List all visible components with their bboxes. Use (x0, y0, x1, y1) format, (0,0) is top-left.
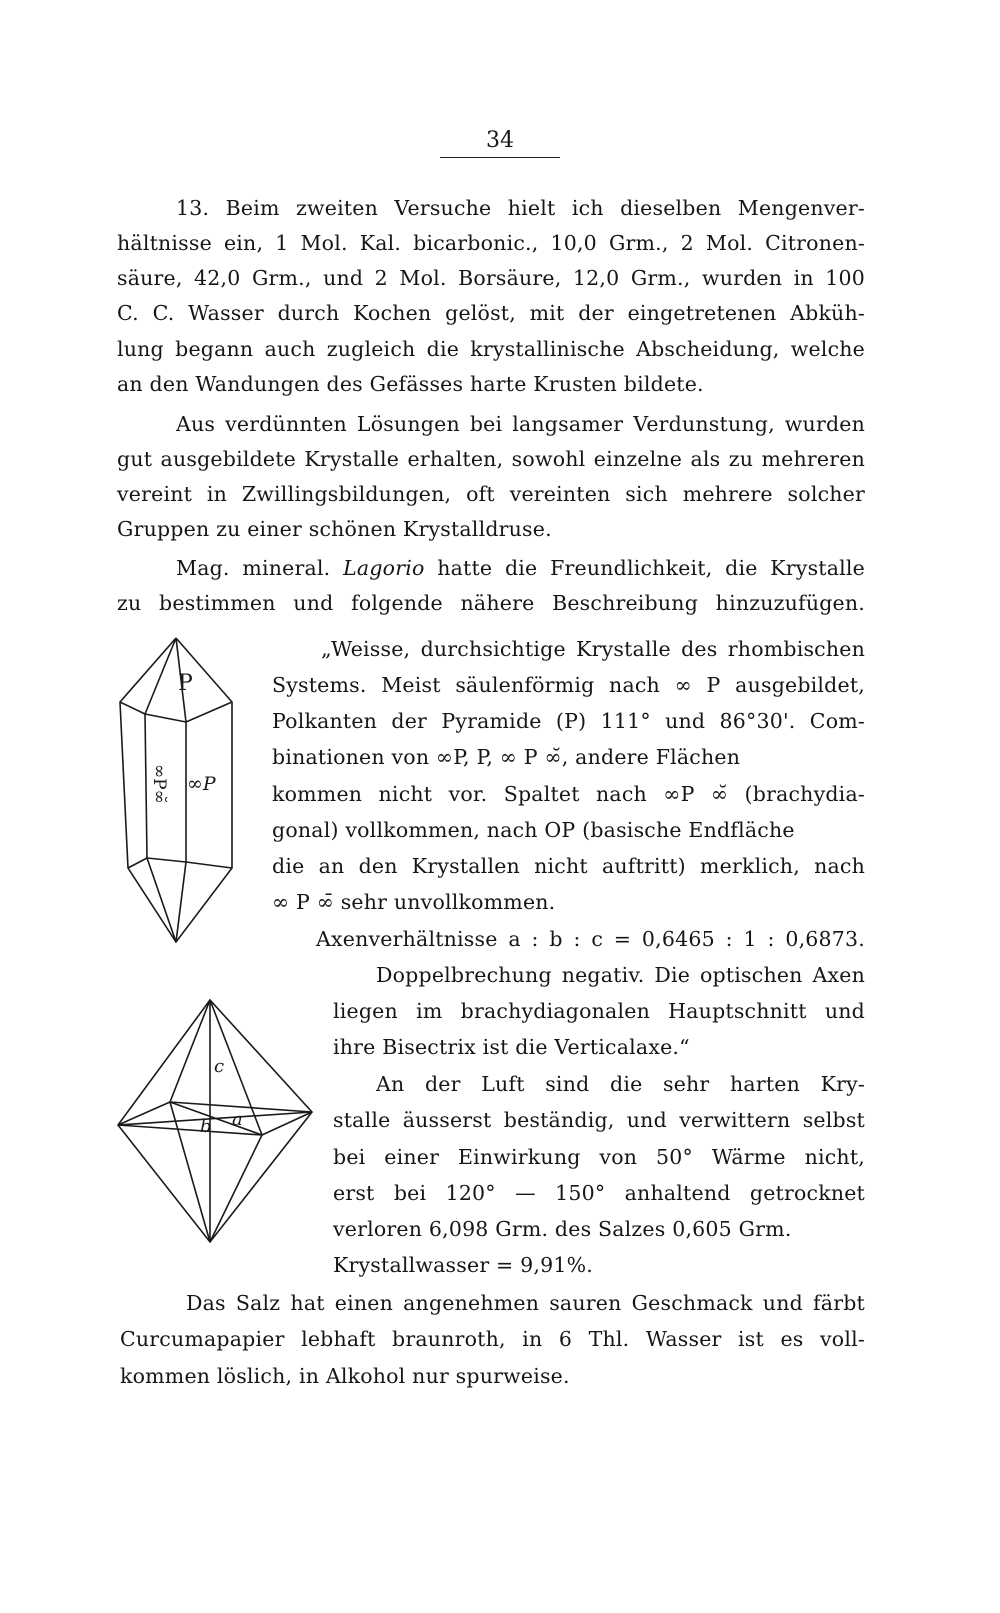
text-line: Gruppen zu einer schönen Krystalldruse. (117, 517, 552, 541)
prism-crystal-drawing (110, 630, 250, 950)
text-line: Krystallwasser = 9,91%. (333, 1253, 593, 1277)
text-line: bei einer Einwirkung von 50° Wärme nicht, (333, 1145, 865, 1169)
text-line: Systems. Meist säulenförmig nach ∞ P ausgebildet, (272, 673, 865, 697)
text-line: ∞ P ∞̄ sehr unvollkommen. (272, 890, 556, 914)
text-line: zu bestimmen und folgende nähere Beschreibung hinzuzufügen. (117, 591, 865, 615)
label-infinity-p: ∞P (187, 773, 216, 795)
label-p: P (178, 671, 193, 696)
axis-ratio-line: Axenverhältnisse a : b : c = 0,6465 : 1 : 0,6873. (316, 927, 865, 951)
text-line: ihre Bisectrix ist die Verticalaxe.“ (333, 1035, 690, 1059)
text-line: gonal) vollkommen, nach OP (basische Endfläche (272, 818, 795, 842)
figure-rhombic-pyramid (110, 992, 330, 1252)
text-line: Curcumapapier lebhaft braunroth, in 6 Thl. Wasser ist es voll- (120, 1327, 865, 1351)
text-line: gut ausgebildete Krystalle erhalten, sowohl einzelne als zu mehreren (117, 447, 865, 471)
text-line: Doppelbrechung negativ. Die optischen Axen (376, 963, 865, 987)
label-c-axis: c (214, 1056, 225, 1077)
text-line: binationen von ∞P, P, ∞ P ∞̆, andere Flächen (272, 745, 741, 769)
page-number: 34 (486, 128, 514, 153)
person-name: Lagorio (343, 556, 425, 580)
text-run: Mag. mineral. (176, 556, 344, 580)
text-line (176, 555, 865, 581)
text-line: Das Salz hat einen angenehmen sauren Geschmack und färbt (186, 1291, 865, 1315)
text-line: säure, 42,0 Grm., und 2 Mol. Borsäure, 12,0 Grm., wurden in 100 (117, 266, 865, 290)
text-line: hältnisse ein, 1 Mol. Kal. bicarbonic., 10,0 Grm., 2 Mol. Citronen- (117, 231, 865, 255)
page-number-rule (440, 157, 560, 158)
text-line: Polkanten der Pyramide (P) 111° und 86°30'. Com- (272, 709, 865, 733)
text-run: hatte die Freundlichkeit, die Krystalle (424, 556, 865, 580)
label-b-axis: b (200, 1116, 212, 1137)
text-line: vereint in Zwillingsbildungen, oft vereinten sich mehrere solcher (117, 482, 865, 506)
text-line: stalle äusserst beständig, und verwittern selbst (333, 1108, 865, 1132)
text-line: „Weisse, durchsichtige Krystalle des rhombischen (321, 637, 865, 661)
text-line: Aus verdünnten Lösungen bei langsamer Verdunstung, wurden (176, 412, 865, 436)
text-line: liegen im brachydiagonalen Hauptschnitt und (333, 999, 865, 1023)
text-line: An der Luft sind die sehr harten Kry- (376, 1072, 865, 1096)
text-line: erst bei 120° — 150° anhaltend getrocknet (333, 1181, 865, 1205)
label-brachy: ∞P∞̆ (149, 764, 169, 804)
text-line: kommen löslich, in Alkohol nur spurweise. (120, 1364, 570, 1388)
text-line: lung begann auch zugleich die krystallinische Abscheidung, welche (117, 337, 865, 361)
text-line: verloren 6,098 Grm. des Salzes 0,605 Grm. (333, 1217, 792, 1241)
figure-prism-crystal (110, 630, 250, 950)
pyramid-drawing (110, 992, 330, 1252)
text-line: die an den Krystallen nicht auftritt) merklich, nach (272, 854, 865, 878)
label-a-axis: a (232, 1109, 243, 1130)
text-line: kommen nicht vor. Spaltet nach ∞P ∞̆ (brachydia- (272, 782, 865, 806)
text-line: 13. Beim zweiten Versuche hielt ich dieselben Mengenver- (176, 196, 865, 220)
text-line: an den Wandungen des Gefässes harte Krusten bildete. (117, 372, 704, 396)
text-line: C. C. Wasser durch Kochen gelöst, mit der eingetretenen Abküh- (117, 301, 865, 325)
